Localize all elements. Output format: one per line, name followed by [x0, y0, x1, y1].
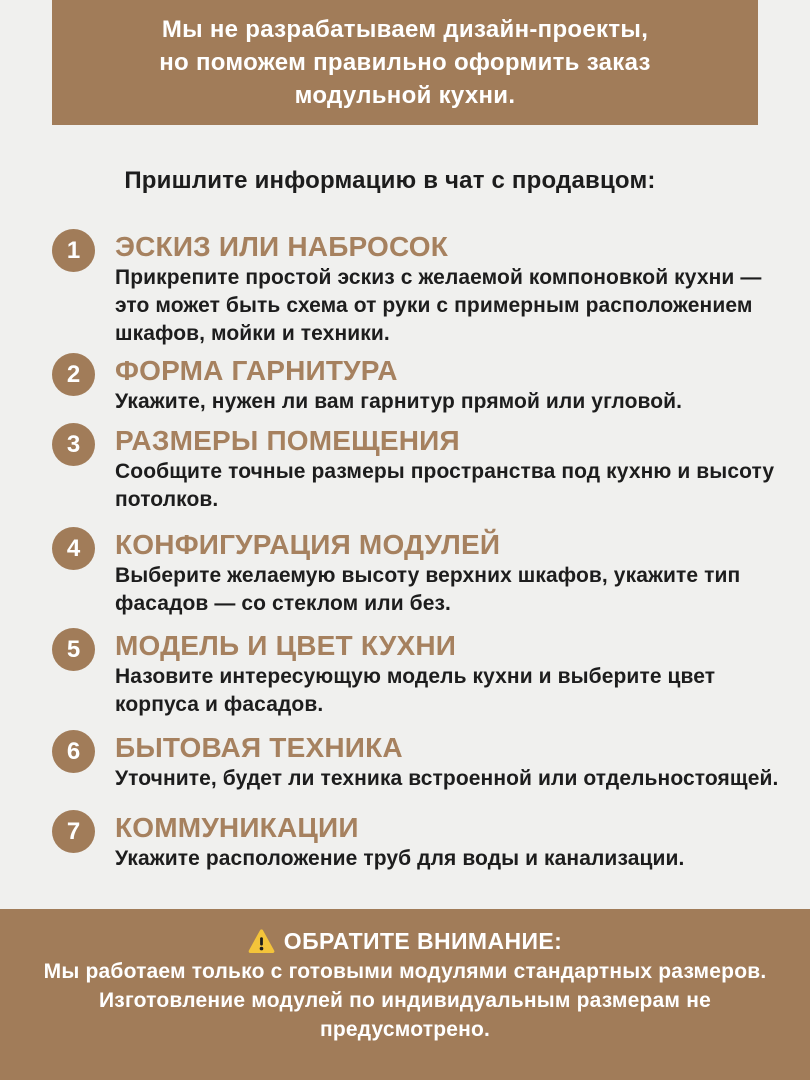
- step-number-badge: [52, 527, 95, 570]
- intro-heading: Пришлите информацию в чат с продавцом:: [124, 167, 656, 194]
- step-item: [52, 810, 765, 873]
- step-item: [52, 353, 765, 416]
- step-description-line: шкафов, мойки и техники.: [115, 322, 390, 345]
- step-text: [115, 812, 765, 873]
- top-banner-line: но поможем правильно оформить заказ: [159, 49, 651, 76]
- step-number: 2: [66, 360, 81, 388]
- step-text: [115, 231, 765, 348]
- step-number: 3: [66, 430, 81, 458]
- step-description: [115, 458, 775, 514]
- notice-body: [0, 957, 810, 1044]
- step-description-line: это может быть схема от руки с примерным расположением: [115, 294, 753, 317]
- step-number-badge: [52, 628, 95, 671]
- step-text: [115, 529, 765, 618]
- notice-line: предусмотрено.: [319, 1018, 491, 1041]
- notice-banner: [0, 909, 810, 1080]
- step-text: [115, 425, 775, 514]
- notice-title-row: [0, 927, 810, 956]
- step-description-line: Укажите, нужен ли вам гарнитур прямой или угловой.: [115, 390, 683, 413]
- step-text: [115, 355, 765, 416]
- step-description: [115, 264, 765, 348]
- step-number: 5: [66, 635, 81, 663]
- notice-line: Мы работаем только с готовыми модулями стандартных размеров.: [43, 960, 767, 983]
- step-title: КОММУНИКАЦИИ: [115, 812, 359, 843]
- step-number: 6: [66, 737, 81, 765]
- step-description-line: корпуса и фасадов.: [115, 693, 324, 716]
- step-item: [52, 229, 765, 348]
- step-text: [115, 630, 765, 719]
- step-description-line: фасадов — со стеклом или без.: [115, 592, 451, 615]
- step-description-line: потолков.: [115, 488, 219, 511]
- warning-triangle-icon: [248, 929, 275, 954]
- step-description-line: Назовите интересующую модель кухни и выберите цвет: [115, 665, 716, 688]
- step-description-line: Уточните, будет ли техника встроенной или отдельностоящей.: [115, 767, 779, 790]
- notice-line: Изготовление модулей по индивидуальным размерам не: [99, 989, 711, 1012]
- step-item: [52, 628, 765, 719]
- step-title: ЭСКИЗ ИЛИ НАБРОСОК: [115, 231, 448, 262]
- step-description-line: Выберите желаемую высоту верхних шкафов, укажите тип: [115, 564, 741, 587]
- step-description: [115, 663, 765, 719]
- step-number: 7: [66, 817, 81, 845]
- step-number: 4: [66, 534, 81, 562]
- step-number-badge: [52, 730, 95, 773]
- step-title: МОДЕЛЬ И ЦВЕТ КУХНИ: [115, 630, 457, 661]
- step-number-badge: [52, 423, 95, 466]
- step-description-line: Прикрепите простой эскиз с желаемой компоновкой кухни —: [115, 266, 762, 289]
- step-description: [115, 388, 765, 416]
- step-number-badge: [52, 810, 95, 853]
- step-item: [52, 527, 765, 618]
- step-text: [115, 732, 779, 793]
- step-title: КОНФИГУРАЦИЯ МОДУЛЕЙ: [115, 529, 501, 560]
- step-title: РАЗМЕРЫ ПОМЕЩЕНИЯ: [115, 425, 460, 456]
- step-number-badge: [52, 229, 95, 272]
- step-title: ФОРМА ГАРНИТУРА: [115, 355, 398, 386]
- step-item: [52, 423, 775, 514]
- step-description-line: Укажите расположение труб для воды и канализации.: [115, 847, 685, 870]
- top-banner-line: модульной кухни.: [294, 82, 516, 109]
- step-description: [115, 765, 779, 793]
- step-description: [115, 562, 765, 618]
- step-number: 1: [66, 236, 81, 264]
- notice-title: ОБРАТИТЕ ВНИМАНИЕ:: [283, 928, 563, 954]
- top-banner-line: Мы не разрабатываем дизайн-проекты,: [161, 16, 649, 43]
- step-number-badge: [52, 353, 95, 396]
- step-title: БЫТОВАЯ ТЕХНИКА: [115, 732, 403, 763]
- step-item: [52, 730, 779, 793]
- step-description-line: Сообщите точные размеры пространства под кухню и высоту: [115, 460, 775, 483]
- step-description: [115, 845, 765, 873]
